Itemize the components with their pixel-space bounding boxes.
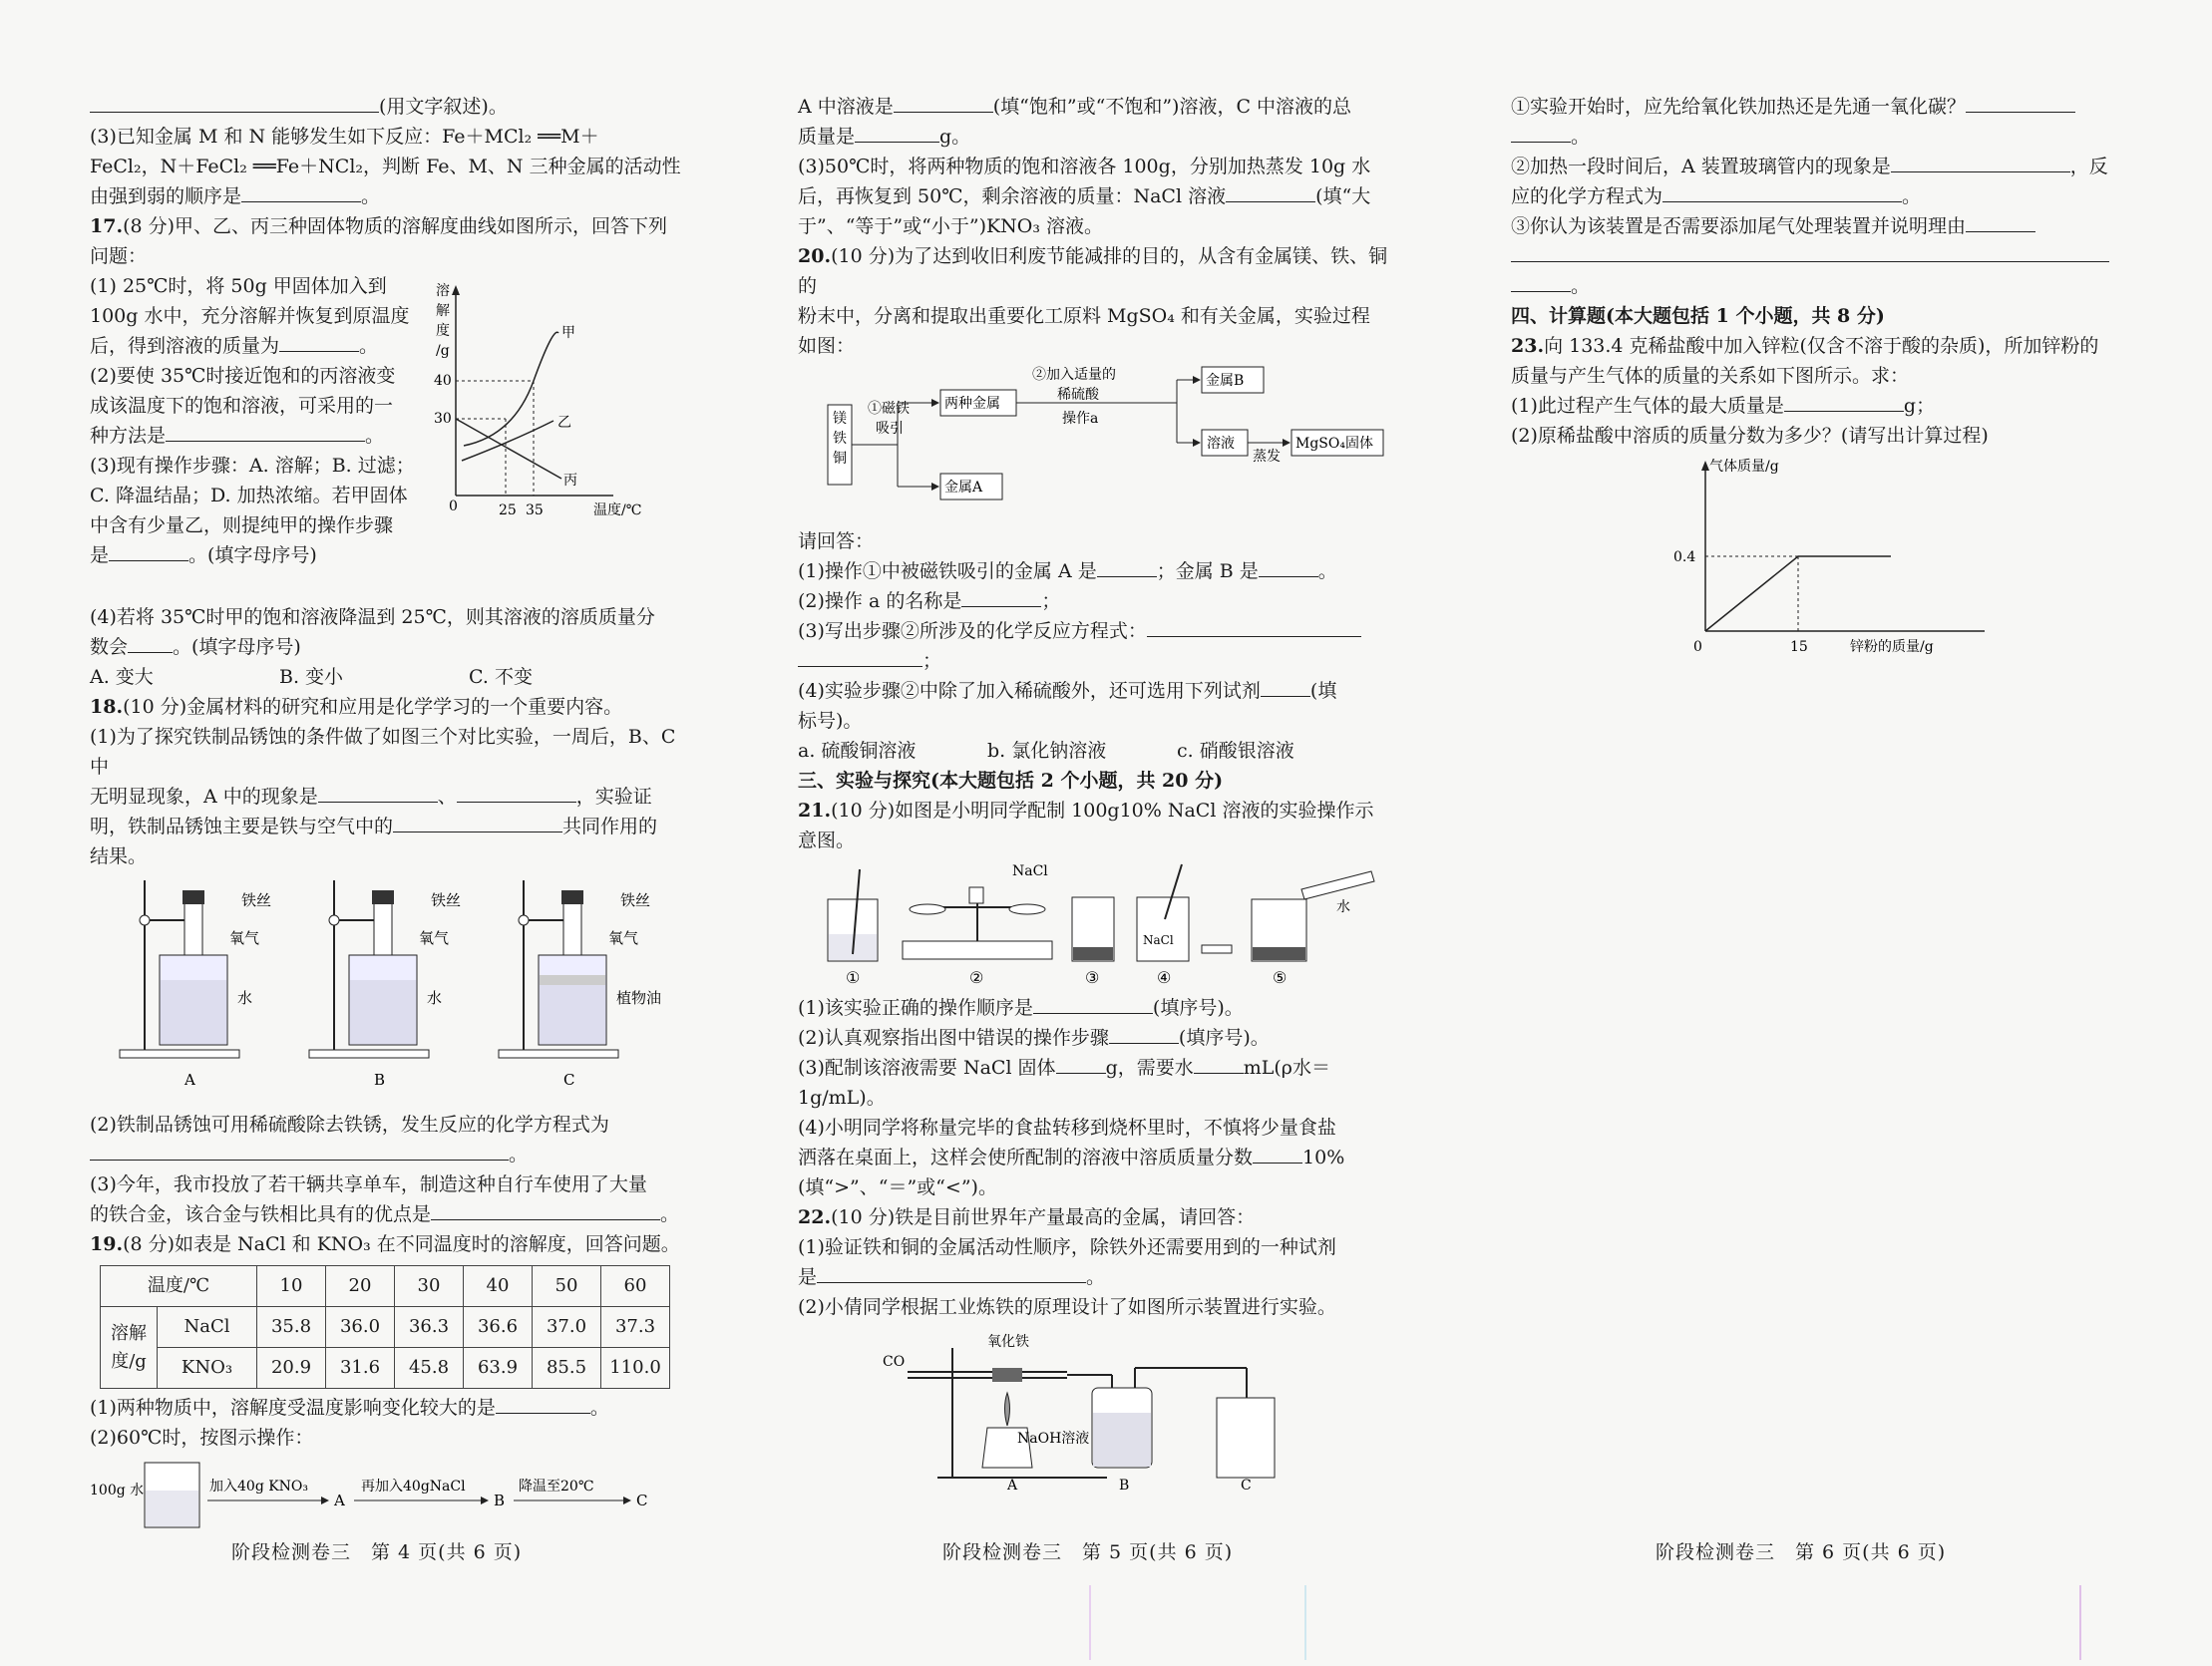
curve-bing <box>456 419 561 479</box>
q20-2-line: (2)操作 a 的名称是 ； <box>798 586 1401 616</box>
page-footer: 阶段检测卷三 第 4 页(共 6 页) <box>231 1541 523 1563</box>
apparatus-c <box>499 880 618 1058</box>
weight <box>969 887 983 903</box>
table-cell: 37.3 <box>601 1307 670 1348</box>
step-label: 再加入40gNaCl <box>361 1479 466 1495</box>
table-header-cell: 30 <box>395 1266 464 1307</box>
clamp-knob <box>140 915 150 925</box>
curve-label: 乙 <box>557 415 571 431</box>
answer-blank[interactable] <box>1511 241 2109 262</box>
q18-1-line2: 无明显现象，A 中的现象是 、 ，实验证 <box>90 782 693 812</box>
x-axis-label: 锌粉的质量/g <box>1850 639 1934 655</box>
salt <box>1073 947 1113 960</box>
q20-heading-cont: 如图： <box>798 335 856 357</box>
op2-label: 稀硫酸 <box>1057 387 1099 403</box>
q21-3-line: (3)配制该溶液需要 NaCl 固体 g，需要水 mL(ρ水＝1g/mL)。 <box>798 1053 1401 1113</box>
q21-4-line2: 洒落在桌面上，这样会使所配制的溶液中溶质质量分数 10% <box>798 1143 1401 1172</box>
box-label: 镁铁铜 <box>833 411 847 467</box>
flame <box>1005 1393 1010 1426</box>
q22-heading: 22.(10 分)铁是目前世界年产量最高的金属，请回答： <box>798 1206 1256 1228</box>
step-number: ① <box>846 968 861 987</box>
apparatus-b <box>309 880 429 1058</box>
ylabel-char: /g <box>436 343 450 359</box>
step-number: ④ <box>1157 968 1172 987</box>
answer-blank[interactable] <box>1109 1023 1179 1044</box>
table-row-group-label: 溶解度/g <box>101 1307 158 1389</box>
q18-heading: 18.(10 分)金属材料的研究和应用是化学学习的一个重要内容。 <box>90 696 623 718</box>
page-footer: 阶段检测卷三 第 6 页(共 6 页) <box>1656 1541 1947 1563</box>
q17-2-line2: 成该温度下的饱和溶液，可采用的一 <box>90 395 394 417</box>
box-label: 溶液 <box>1207 436 1235 452</box>
apparatus-label: B <box>1119 1478 1130 1493</box>
stopper <box>372 890 394 904</box>
section-heading: 四、计算题(本大题包括 1 个小题，共 8 分) <box>1511 305 1885 327</box>
ytick-label: 30 <box>434 411 452 427</box>
apparatus-label: A <box>1007 1478 1018 1493</box>
scan-artifact <box>2079 1585 2081 1660</box>
answer-blank[interactable] <box>431 1199 660 1220</box>
q20-4-line2: 标号)。 <box>798 710 863 732</box>
answer-blank[interactable] <box>90 1140 509 1161</box>
q22-2-1-line2: 。 <box>1511 122 2124 152</box>
q22-1-line1: (1)验证铁和铜的金属活动性顺序，除铁外还需要用到的一种试剂 <box>798 1236 1336 1258</box>
q17-4-line1: (4)若将 35℃时甲的饱和溶液降温到 25℃，则其溶液的溶质质量分 <box>90 606 655 628</box>
table-header-cell: 60 <box>601 1266 670 1307</box>
q17-4-line2: 数会 。(填字母序号) <box>90 632 693 662</box>
option: A. 变大 <box>90 666 154 688</box>
answer-blank[interactable] <box>1261 676 1310 697</box>
answer-blank[interactable] <box>241 181 361 202</box>
table-header-cell: 20 <box>326 1266 395 1307</box>
step-5-water <box>1252 871 1374 961</box>
text-line: (用文字叙述)。 <box>90 92 693 122</box>
q19-3-line2: 后，再恢复到 50℃，剩余溶液的质量：NaCl 溶液 (填“大 <box>798 181 1401 211</box>
step-number: ⑤ <box>1273 968 1288 987</box>
table-cell: 63.9 <box>464 1348 533 1389</box>
water-level <box>161 980 226 1044</box>
arrow-head <box>1193 376 1201 384</box>
scan-artifact <box>1304 1585 1306 1660</box>
xlabel: 温度/℃ <box>593 502 642 518</box>
iron-smelting-apparatus <box>878 1328 1476 1493</box>
q20-1-line: (1)操作①中被磁铁吸引的金属 A 是 ；金属 B 是 。 <box>798 556 1401 586</box>
answer-blank[interactable] <box>1966 211 2035 232</box>
step-4-spoon <box>1137 864 1232 961</box>
answer-blank[interactable] <box>1891 152 2070 172</box>
water-level <box>350 980 416 1044</box>
answer-blank[interactable] <box>496 1393 590 1414</box>
q22-2-3-line3: 。 <box>1511 271 2124 301</box>
water <box>146 1491 198 1526</box>
q20-heading: 20.(10 分)为了达到收旧利废节能减排的目的，从含有金属镁、铁、铜的 <box>798 245 1388 297</box>
apparatus-a <box>120 880 239 1058</box>
step-label: 加入40g KNO₃ <box>209 1479 309 1495</box>
xtick-label: 25 <box>499 502 517 518</box>
balance-pan <box>1009 904 1045 914</box>
gas-mass-chart <box>1665 457 1985 656</box>
answer-blank[interactable] <box>393 812 562 833</box>
page-6-column <box>1511 92 2124 656</box>
q22-2-line: (2)小倩同学根据工业炼铁的原理设计了如图所示装置进行实验。 <box>798 1296 1336 1318</box>
lid <box>1202 945 1232 953</box>
box-label: MgSO₄固体 <box>1295 436 1373 452</box>
q17-1-line2: 100g 水中，充分溶解并恢复到原温度 <box>90 305 410 327</box>
answer-blank[interactable] <box>1511 271 1571 292</box>
table-header-row <box>101 1266 670 1307</box>
op2-label: 操作a <box>1062 411 1099 427</box>
q19-2-cont: A 中溶液是 (填“饱和”或“不饱和”)溶液，C 中溶液的总 <box>798 92 1401 122</box>
answer-blank[interactable] <box>166 421 365 442</box>
table-cell: 20.9 <box>257 1348 326 1389</box>
label-water: 水 <box>427 989 443 1007</box>
q21-heading: 21.(10 分)如图是小明同学配制 100g10% NaCl 溶液的实验操作示 <box>798 800 1374 822</box>
op2-label: ②加入适量的 <box>1032 367 1116 383</box>
q20-4-line1: (4)实验步骤②中除了加入稀硫酸外，还可选用下列试剂 (填 <box>798 676 1401 706</box>
water-label: 水 <box>1336 899 1350 915</box>
answer-blank[interactable] <box>457 782 576 803</box>
label-vegetable-oil: 植物油 <box>616 989 662 1007</box>
q21-4-line1: (4)小明同学将称量完毕的食盐转移到烧杯里时，不慎将少量食盐 <box>798 1117 1336 1139</box>
label-water: 水 <box>237 989 253 1007</box>
q17-3-line4: 是 。(填字母序号) <box>90 540 444 570</box>
table-header-cell: 50 <box>533 1266 601 1307</box>
arrow-head <box>481 1497 489 1504</box>
ylabel-char: 度 <box>436 323 450 339</box>
origin-label: 0 <box>449 499 458 514</box>
answer-blank[interactable] <box>1226 181 1315 202</box>
answer-blank[interactable] <box>1033 993 1153 1014</box>
table-cell: 36.3 <box>395 1307 464 1348</box>
q19-1-line: (1)两种物质中，溶解度受温度影响变化较大的是 。 <box>90 1393 693 1423</box>
ylabel-char: 溶 <box>436 283 450 299</box>
box-label: 金属B <box>1206 373 1245 389</box>
state-label: B <box>494 1492 506 1509</box>
table-cell: 85.5 <box>533 1348 601 1389</box>
label-oxygen: 氧气 <box>608 929 639 947</box>
iron-oxide <box>992 1368 1022 1382</box>
clamp-knob <box>329 915 339 925</box>
evap-label: 蒸发 <box>1253 449 1281 465</box>
q21-4-line3: (填“>”、“＝”或“<”)。 <box>798 1176 997 1198</box>
arrow-head <box>931 399 939 407</box>
arrow-head <box>1283 439 1290 447</box>
water-level <box>540 985 605 1044</box>
ytick-label: 0.4 <box>1673 549 1696 565</box>
arrow-head <box>931 483 939 491</box>
q18-2-line1: (2)铁制品锈蚀可用稀硫酸除去铁锈，发生反应的化学方程式为 <box>90 1114 609 1136</box>
op1-label: ①磁铁 <box>868 401 910 417</box>
section-heading: 三、实验与探究(本大题包括 2 个小题，共 20 分) <box>798 770 1224 792</box>
table-row <box>101 1348 670 1389</box>
option: B. 变小 <box>279 666 344 688</box>
q22-2-3-line2 <box>1511 241 2124 271</box>
q17-3-line3: 中含有少量乙，则提纯甲的操作步骤 <box>90 514 394 536</box>
xtick-label: 15 <box>1790 639 1808 655</box>
page-footer: 阶段检测卷三 第 5 页(共 6 页) <box>942 1541 1234 1563</box>
answer-blank[interactable] <box>128 632 173 653</box>
answer-blank[interactable] <box>1194 1053 1244 1074</box>
origin-label: 0 <box>1693 639 1702 655</box>
state-label: C <box>636 1492 648 1509</box>
solubility-table <box>100 1265 670 1389</box>
answer-blank[interactable] <box>90 92 379 113</box>
arrow-head <box>623 1497 631 1504</box>
q18-2-line2: 。 <box>90 1140 693 1169</box>
q17-2-line3: 种方法是 。 <box>90 421 444 451</box>
table-header-cell: 10 <box>257 1266 326 1307</box>
answer-blank[interactable] <box>109 540 188 561</box>
option: c. 硝酸银溶液 <box>1177 740 1294 762</box>
curve-label: 丙 <box>563 473 577 489</box>
answer-blank[interactable] <box>1784 391 1904 412</box>
oil-layer <box>540 975 605 985</box>
q17-3-line1: (3)现有操作步骤：A. 溶解；B. 过滤； <box>90 455 415 477</box>
arrow-head <box>321 1497 329 1504</box>
table-header-cell: 40 <box>464 1266 533 1307</box>
nacl-label: NaCl <box>1012 863 1048 879</box>
answer-blank[interactable] <box>1253 1143 1302 1164</box>
y-axis-arrow <box>1701 461 1709 471</box>
curve-label: 甲 <box>561 325 575 341</box>
table-cell: 110.0 <box>601 1348 670 1389</box>
label-oxygen: 氧气 <box>229 929 260 947</box>
y-axis-label: 气体质量/g <box>1709 459 1779 475</box>
ylabel-char: 解 <box>436 303 450 319</box>
fe2o3-label: 氧化铁 <box>987 1334 1029 1350</box>
state-label: A <box>334 1492 345 1509</box>
apparatus-label: C <box>1241 1478 1252 1493</box>
y-axis-arrow <box>452 285 460 295</box>
answer-blank[interactable] <box>1259 556 1318 577</box>
table-row-label: NaCl <box>158 1307 257 1348</box>
q17-1-line1: (1) 25℃时，将 50g 甲固体加入到 <box>90 275 387 297</box>
q17-3-line2: C. 降温结晶；D. 加热浓缩。若甲固体 <box>90 485 408 506</box>
table-cell: 36.6 <box>464 1307 533 1348</box>
graduated-cylinder <box>1301 871 1374 899</box>
step-3-pour <box>1072 897 1114 961</box>
q17-2-line1: (2)要使 35℃时接近饱和的丙溶液变 <box>90 365 396 387</box>
q18-1-line3: 明，铁制品锈蚀主要是铁与空气中的 共同作用的 <box>90 812 693 841</box>
step-number: ② <box>969 968 984 987</box>
q17-1-line3: 后，得到溶液的质量为 。 <box>90 331 444 361</box>
q18-3-line2: 的铁合金，该合金与铁相比具有的优点是 。 <box>90 1199 693 1229</box>
q19-3-line1: (3)50℃时，将两种物质的饱和溶液各 100g，分别加热蒸发 10g 水 <box>798 156 1371 177</box>
step-1-stir <box>828 869 878 961</box>
q21-1-line: (1)该实验正确的操作顺序是 (填序号)。 <box>798 993 1401 1023</box>
beaker <box>1217 1398 1275 1478</box>
balance-pan <box>910 904 945 914</box>
answer-blank[interactable] <box>1662 181 1902 202</box>
beaker-label: 100g 水 <box>90 1483 145 1499</box>
label-iron-wire: 铁丝 <box>241 891 272 909</box>
q23-heading: 23.向 133.4 克稀盐酸中加入锌粒(仅含不溶于酸的杂质)，所加锌粉的 <box>1511 335 2099 357</box>
naoh-solution <box>1093 1413 1151 1467</box>
q21-2-line: (2)认真观察指出图中错误的操作步骤 (填序号)。 <box>798 1023 1401 1053</box>
q16-3-line1: (3)已知金属 M 和 N 能够发生如下反应：Fe＋MCl₂ ══M＋ <box>90 126 599 148</box>
q23-1-line: (1)此过程产生气体的最大质量是 g； <box>1511 391 2124 421</box>
q20-3-line1: (3)写出步骤②所涉及的化学反应方程式： <box>798 616 1401 646</box>
step-label: 降温至20℃ <box>519 1479 594 1495</box>
solubility-curve-figure <box>434 271 693 520</box>
page-4-column <box>90 92 693 1537</box>
answer-blank[interactable] <box>1147 616 1361 637</box>
bottle <box>1137 897 1189 961</box>
naoh-label: NaOH溶液 <box>1017 1431 1090 1447</box>
step-number: ③ <box>1085 968 1100 987</box>
label-iron-wire: 铁丝 <box>620 891 651 909</box>
label-iron-wire: 铁丝 <box>431 891 462 909</box>
balance-base <box>903 941 1052 959</box>
table-cell: 37.0 <box>533 1307 601 1348</box>
table-cell: 36.0 <box>326 1307 395 1348</box>
q23-2-line: (2)原稀盐酸中溶质的质量分数为多少？(请写出计算过程) <box>1511 425 1989 447</box>
q19-heading: 19.(8 分)如表是 NaCl 和 KNO₃ 在不同温度时的溶解度，回答问题。 <box>90 1233 680 1255</box>
q23-heading-cont: 质量与产生气体的质量的关系如下图所示。求： <box>1511 365 1910 387</box>
q20-options <box>798 736 1401 766</box>
q16-3-line3: 由强到弱的顺序是 。 <box>90 181 693 211</box>
op1-label: 吸引 <box>876 421 904 437</box>
apparatus-label: A <box>184 1071 195 1089</box>
answer-blank[interactable] <box>1966 92 2075 113</box>
salt <box>1253 947 1305 960</box>
option: C. 不变 <box>469 666 533 688</box>
box-label: 两种金属 <box>944 396 1000 412</box>
q18-1-line4: 结果。 <box>90 845 148 867</box>
q20-heading-cont: 粉末中，分离和提取出重要化工原料 MgSO₄ 和有关金属，实验过程 <box>798 305 1370 327</box>
rust-experiment-figure <box>90 875 688 1110</box>
answer-blank[interactable] <box>817 1262 1086 1283</box>
apparatus-label: B <box>374 1071 386 1089</box>
apparatus-label: C <box>563 1071 575 1089</box>
answer-blank[interactable] <box>855 122 939 143</box>
stand-base <box>309 1050 429 1058</box>
q18-3-line1: (3)今年，我市投放了若干辆共享单车，制造这种自行车使用了大量 <box>90 1173 647 1195</box>
answer-blank[interactable] <box>279 331 359 352</box>
bottle-label: NaCl <box>1143 933 1174 947</box>
box-label: 金属A <box>944 480 983 496</box>
table-cell: 45.8 <box>395 1348 464 1389</box>
curve-yi <box>462 421 553 461</box>
table-cell: 31.6 <box>326 1348 395 1389</box>
q16-3-line2: FeCl₂，N＋FeCl₂ ══Fe＋NCl₂，判断 Fe、M、N 三种金属的活动性 <box>90 156 681 177</box>
stopper <box>183 890 204 904</box>
q17-options <box>90 662 693 692</box>
label-oxygen: 氧气 <box>419 929 450 947</box>
q22-2-3-line1: ③你认为该装置是否需要添加尾气处理装置并说明理由 <box>1511 211 2124 241</box>
answer-blank[interactable] <box>318 782 438 803</box>
answer-blank[interactable] <box>798 646 922 667</box>
q21-heading-cont: 意图。 <box>798 830 856 851</box>
answer-blank[interactable] <box>961 586 1041 607</box>
scan-artifact <box>1089 1585 1091 1660</box>
answer-blank[interactable] <box>894 92 993 113</box>
q17-heading: 17.(8 分)甲、乙、丙三种固体物质的溶解度曲线如图所示，回答下列 <box>90 215 668 237</box>
option: b. 氯化钠溶液 <box>987 740 1107 762</box>
arrow-head <box>1193 439 1201 447</box>
answer-blank[interactable] <box>1511 122 1571 143</box>
separation-flowchart <box>808 365 1406 524</box>
q19-2-line: (2)60℃时，按图示操作： <box>90 1427 314 1449</box>
page-5-column <box>798 92 1401 1493</box>
table-header-cell: 温度/℃ <box>101 1266 257 1307</box>
clamp-knob <box>519 915 529 925</box>
step-2-balance <box>903 863 1052 959</box>
co-label: CO <box>883 1354 906 1370</box>
stand-base <box>120 1050 239 1058</box>
table-cell: 35.8 <box>257 1307 326 1348</box>
answer-blank[interactable] <box>1097 556 1157 577</box>
table-row-label: KNO₃ <box>158 1348 257 1389</box>
xtick-label: 35 <box>526 502 544 518</box>
ytick-label: 40 <box>434 373 452 389</box>
q22-2-1-line1: ①实验开始时，应先给氧化铁加热还是先通一氧化碳？ <box>1511 92 2124 122</box>
option: a. 硫酸铜溶液 <box>798 740 917 762</box>
q22-1-line2: 是 。 <box>798 1262 1401 1292</box>
stopper <box>561 890 583 904</box>
table-row <box>101 1307 670 1348</box>
q19-3-line3: 于”、“等于”或“小于”)KNO₃ 溶液。 <box>798 215 1104 237</box>
q20-3-line2: ； <box>798 646 1401 676</box>
q18-1-line1: (1)为了探究铁制品锈蚀的条件做了如图三个对比实验，一周后，B、C 中 <box>90 726 676 778</box>
q22-2-2-line1: ②加热一段时间后，A 装置玻璃管内的现象是 ，反 <box>1511 152 2124 181</box>
q20-prompt: 请回答： <box>798 530 875 552</box>
kno3-process-figure <box>90 1453 688 1537</box>
solution-prep-figure <box>798 859 1396 989</box>
q17-heading-cont: 问题： <box>90 245 148 267</box>
q19-2-cont: 质量是 g。 <box>798 122 1401 152</box>
q17-block <box>90 271 693 602</box>
stand-base <box>499 1050 618 1058</box>
curve-jia <box>464 332 558 446</box>
answer-blank[interactable] <box>1056 1053 1106 1074</box>
q22-2-2-line2: 应的化学方程式为 。 <box>1511 181 2124 211</box>
